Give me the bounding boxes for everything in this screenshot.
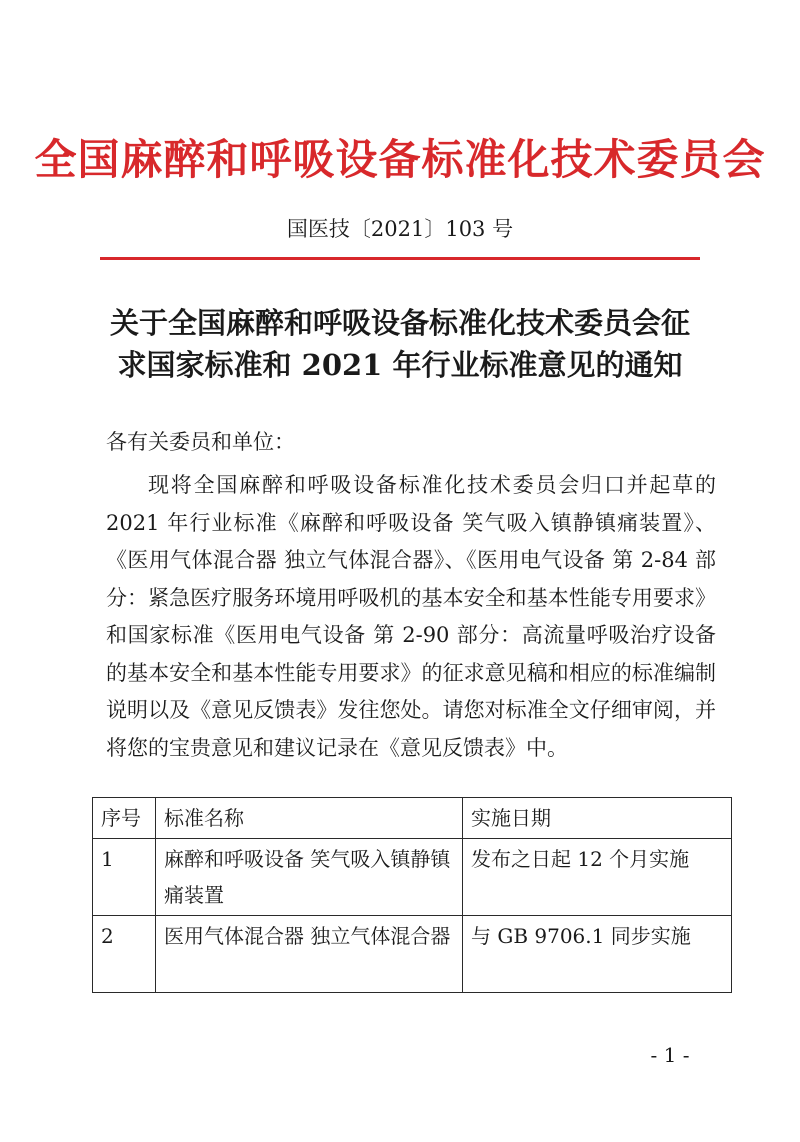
body-paragraph: 现将全国麻醉和呼吸设备标准化技术委员会归口并起草的 2021 年行业标准《麻醉和呼吸设备 笑气吸入镇静镇痛装置》、《医用气体混合器 独立气体混合器》、《医用电气设备 第 2-84 部分：紧急医疗服务环境用呼吸机的基本安全和基本性能专用要求》和国家标准《医用电气设备 第 2-90 部分：高流量呼吸治疗设备的基本安全和基本性能专用要求》的征求意见稿和相应的标准编制说明以及《意见反馈表》发往您处。请您对标准全文仔细审阅，并将您的宝贵意见和建议记录在《意见反馈表》中。 <box>106 473 716 760</box>
header-date: 实施日期 <box>463 798 732 839</box>
row-seq: 2 <box>93 916 156 993</box>
header-name: 标准名称 <box>156 798 463 839</box>
table-row <box>93 916 732 993</box>
notice-title <box>60 302 740 386</box>
page-number: - 1 - <box>650 1043 690 1067</box>
row-date: 发布之日起 12 个月实施 <box>463 839 732 916</box>
table-header-row <box>93 798 732 839</box>
notice-title-line-1: 关于全国麻醉和呼吸设备标准化技术委员会征 <box>109 306 690 340</box>
standards-table <box>92 797 732 993</box>
notice-title-line-2: 求国家标准和 2021 年行业标准意见的通知 <box>117 348 683 382</box>
row-name: 麻醉和呼吸设备 笑气吸入镇静镇痛装置 <box>156 839 463 916</box>
row-date: 与 GB 9706.1 同步实施 <box>463 916 732 993</box>
row-name: 医用气体混合器 独立气体混合器 <box>156 916 463 993</box>
row-seq: 1 <box>93 839 156 916</box>
org-title: 全国麻醉和呼吸设备标准化技术委员会 <box>34 135 766 184</box>
header-seq: 序号 <box>93 798 156 839</box>
table-row <box>93 839 732 916</box>
red-divider <box>100 257 700 260</box>
document-number: 国医技〔2021〕103 号 <box>286 217 514 241</box>
salutation: 各有关委员和单位： <box>106 430 295 454</box>
